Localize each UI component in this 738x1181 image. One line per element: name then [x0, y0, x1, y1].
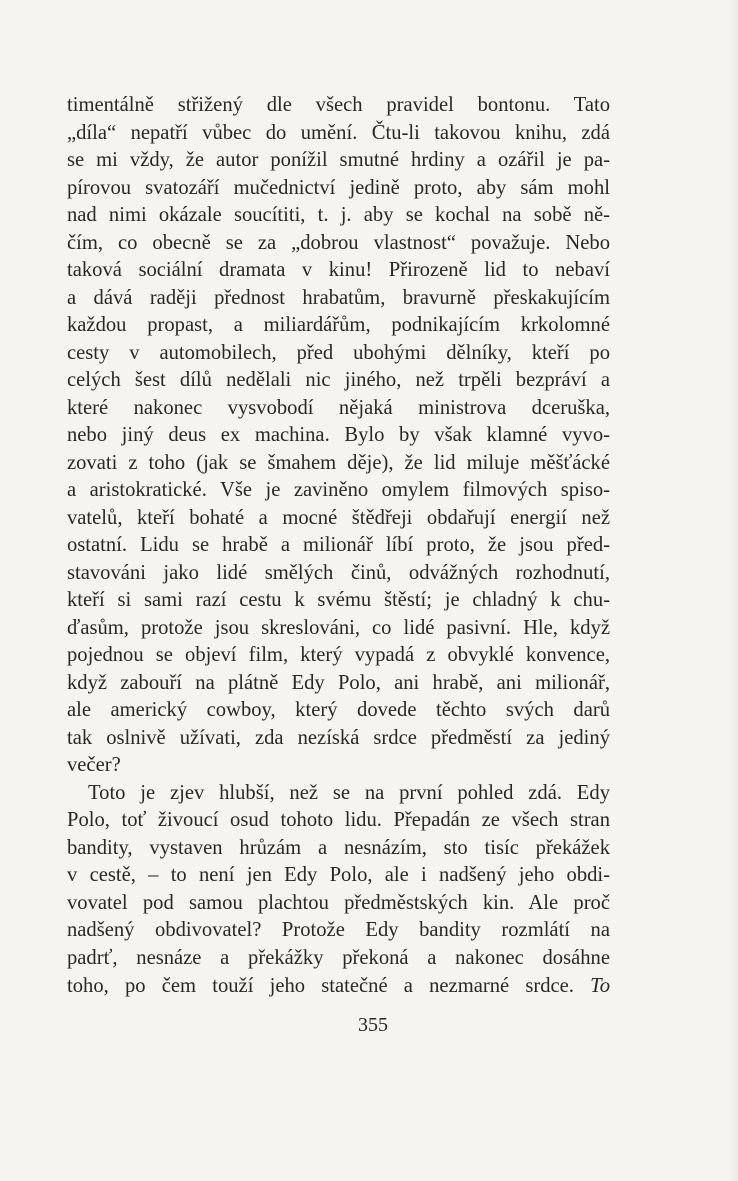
text-line	[67, 587, 610, 615]
text-line	[67, 642, 610, 670]
line-text: pojednou se objeví film, který vypadá z obvyklé konvence,	[67, 644, 610, 667]
text-line	[67, 175, 610, 203]
line-text: celých šest dílů nedělali nic jiného, než trpěli bezpráví a	[67, 369, 610, 392]
line-text: zovati z toho (jak se šmahem děje), že lid miluje měšťácké	[67, 451, 610, 474]
line-text: tak oslnivě užívati, zda nezíská srdce předměstí za jediný	[67, 726, 610, 749]
line-text: nebo jiný deus ex machina. Bylo by však klamné vyvo-	[67, 424, 610, 447]
text-line	[67, 312, 610, 340]
line-text: toho, po čem touží jeho statečné a nezmarné srdce.	[67, 974, 574, 997]
text-line	[67, 120, 610, 148]
text-line	[67, 450, 610, 478]
line-text: taková sociální dramata v kinu! Přirozeně lid to nebaví	[67, 259, 610, 282]
text-line	[67, 835, 610, 863]
text-line	[67, 725, 610, 753]
text-line	[67, 340, 610, 368]
italic-word: To	[590, 974, 610, 997]
text-line	[67, 532, 610, 560]
line-text: ostatní. Lidu se hrabě a milionář líbí proto, že jsou před-	[67, 534, 610, 557]
text-line	[67, 780, 610, 808]
text-line	[67, 670, 610, 698]
line-text: se mi vždy, že autor ponížil smutné hrdiny a ozářil je pa-	[67, 149, 610, 172]
line-text: a aristokratické. Vše je zaviněno omylem filmových spiso-	[67, 479, 610, 502]
line-text: ďasům, protože jsou skreslováni, co lidé pasivní. Hle, když	[67, 616, 610, 639]
text-line	[67, 945, 610, 973]
text-line	[67, 367, 610, 395]
line-text: které nakonec vysvobodí nějaká ministrova dceruška,	[67, 396, 610, 419]
line-text: stavováni jako lidé smělých činů, odvážných rozhodnutí,	[67, 561, 610, 584]
line-text: a dává raději přednost hrabatům, bravurně přeskakujícím	[67, 286, 610, 309]
line-text: pírovou svatozáří mučednictví jedině proto, aby sám mohl	[67, 176, 610, 199]
line-text: každou propast, a miliardářům, podnikajícím krkolomné	[67, 314, 610, 337]
text-line	[67, 752, 610, 780]
line-text: večer?	[67, 754, 121, 777]
text-line	[67, 285, 610, 313]
line-text: Polo, toť živoucí osud tohoto lidu. Přepadán ze všech stran	[67, 809, 610, 832]
page-number: 355	[358, 1014, 388, 1036]
text-line	[67, 477, 610, 505]
text-line	[67, 560, 610, 588]
line-text: bandity, vystaven hrůzám a nesnázím, sto tisíc překážek	[67, 836, 610, 859]
text-line	[67, 505, 610, 533]
text-line	[67, 917, 610, 945]
line-text: Toto je zjev hlubší, než se na první pohled zdá. Edy	[88, 781, 610, 804]
text-line	[67, 615, 610, 643]
line-text: timentálně střižený dle všech pravidel bontonu. Tato	[67, 94, 610, 116]
text-line	[67, 422, 610, 450]
body-text	[67, 92, 610, 1000]
text-line	[67, 257, 610, 285]
line-text: nad nimi okázale soucítiti, t. j. aby se kochal na sobě ně-	[67, 204, 610, 227]
text-line	[67, 807, 610, 835]
line-text: když zabouří na plátně Edy Polo, ani hrabě, ani milionář,	[67, 671, 610, 694]
text-line	[67, 147, 610, 175]
text-line	[67, 890, 610, 918]
line-text: kteří si sami razí cestu k svému štěstí; je chladný k chu-	[67, 589, 610, 612]
line-text: vovatel pod samou plachtou předměstských kin. Ale proč	[67, 891, 610, 914]
line-text: „díla“ nepatří vůbec do umění. Čtu-li takovou knihu, zdá	[67, 121, 610, 144]
line-text: v cestě, – to není jen Edy Polo, ale i nadšený jeho obdi-	[67, 864, 610, 887]
line-text: vatelů, kteří bohaté a mocné štědřeji obdařují energií než	[67, 506, 610, 529]
line-text: padrť, nesnáze a překážky překoná a nakonec dosáhne	[67, 946, 610, 969]
line-text: ale americký cowboy, který dovede těchto svých darů	[67, 699, 610, 722]
text-line	[67, 202, 610, 230]
text-line	[67, 395, 610, 423]
page-edge-shadow	[730, 0, 738, 1181]
text-line	[67, 862, 610, 890]
text-line	[67, 92, 610, 120]
text-line	[67, 973, 610, 1001]
line-text: cesty v automobilech, před ubohými dělníky, kteří po	[67, 341, 610, 364]
line-text: nadšený obdivovatel? Protože Edy bandity rozmlátí na	[67, 919, 610, 942]
text-line	[67, 697, 610, 725]
line-text: čím, co obecně se za „dobrou vlastnost“ považuje. Nebo	[67, 231, 610, 254]
text-line	[67, 230, 610, 258]
